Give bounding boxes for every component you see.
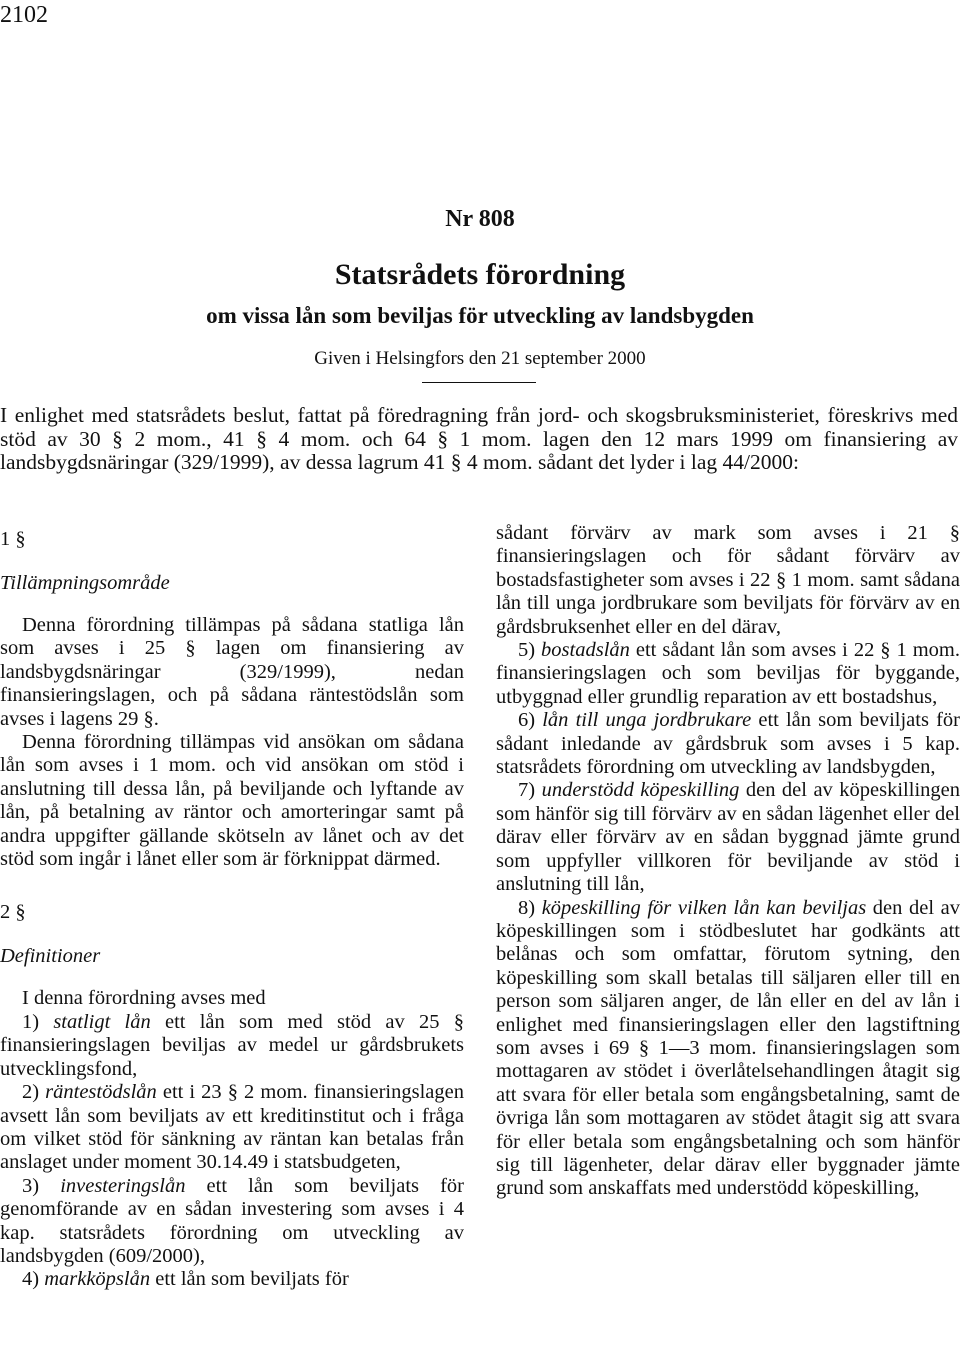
definition-item bbox=[0, 1081, 464, 1175]
section-1-number: 1 § bbox=[0, 528, 26, 550]
item-number: 4) bbox=[22, 1268, 45, 1291]
item-number: 8) bbox=[518, 896, 542, 919]
section-2-number: 2 § bbox=[0, 901, 26, 924]
section-2-heading: Definitioner bbox=[0, 945, 101, 968]
defined-term: investeringslån bbox=[60, 1174, 186, 1197]
definition-item bbox=[496, 709, 960, 779]
defined-term: statligt lån bbox=[53, 1010, 151, 1033]
item-number: 1) bbox=[22, 1010, 54, 1033]
definition-text: den del av köpeskillingen som hänför sig till förvärv av en sådan lägenhet eller del därav eller förvärv av en sådan byggnad jämte grund som uppfyller villkoren för beviljande av stöd i anslutning till lån, bbox=[496, 779, 960, 896]
defined-term: räntestödslån bbox=[45, 1081, 157, 1104]
definition-text: ett lån som med stöd av 25 § finansieringslagen beviljas av medel ur gårdsbrukets utvecklingsfond, bbox=[0, 1010, 464, 1080]
document-number: Nr 808 bbox=[445, 206, 515, 232]
definition-text: ett lån som beviljats för bbox=[150, 1268, 349, 1291]
section-2-intro: I denna förordning avses med bbox=[22, 987, 266, 1010]
defined-term: bostadslån bbox=[541, 639, 630, 662]
header-divider bbox=[422, 382, 536, 383]
definition-text: ett i 23 § 2 mom. finansieringslagen avsett lån som beviljats av ett kreditinstitut och i fråga om vilket stöd för sänkning av räntan kan betalas från anslaget under moment 30.14.49 i statsbudgeten, bbox=[0, 1081, 464, 1174]
section-spacer bbox=[0, 871, 464, 895]
definition-item bbox=[496, 897, 960, 1201]
definition-item bbox=[0, 1011, 464, 1081]
preamble-text: I enlighet med statsrådets beslut, fattat på föredragning från jord- och skogsbruksministeriet, föreskrivs med stöd av 30 § 2 mom., 41 § 4 mom. och 64 § 1 mom. lagen den 12 mars 1999 om finansiering av landsbygdsnäringar (329/1999), av dessa lagrum 41 § 4 mom. sådant det lyder i lag 44/2000: bbox=[0, 403, 958, 474]
left-column bbox=[0, 522, 464, 1292]
document-title: Statsrådets förordning bbox=[334, 258, 626, 291]
definition-text: ett lån som beviljats för genomförande av en sådan investering som avses i 4 kap. statsrådets förordning om utveckling av landsbygden (609/2000), bbox=[0, 1174, 465, 1267]
defined-term: lån till unga jordbrukare bbox=[542, 709, 752, 732]
defined-term: markköpslån bbox=[44, 1268, 151, 1291]
definition-text: ett lån som beviljats för sådant inledande av gårdsbruk som avses i 5 kap. statsrådets förordning om utveckling av landsbygden, bbox=[496, 709, 960, 779]
definition-item bbox=[0, 1175, 464, 1269]
definition-text: den del av köpeskillingen som i stödbeslutet har godkänts att belånas och som omfattar, förutom sytning, den köpeskilling som skall betalas till säljaren eller till en person som säljaren anger, de lån eller en del av lån i enlighet med finansieringslagen eller den lagstiftning som avses i 69 § 1—3 mom. finansieringslagen som mottagaren av stödet i överlåtelsehandlingen åtagit sig att svara för eller betala som engångsbetalning, samt de övriga lån som mottagaren av stödet åtagit sig att svara för eller betala som engångsbetalning och som hänför sig till lägenheter, delar därav eller byggnader jämte grund som anskaffats med understödd köpeskilling, bbox=[496, 896, 960, 1200]
item-number: 7) bbox=[518, 779, 542, 802]
section-1-paragraph-2: Denna förordning tillämpas vid ansökan om sådana lån som avses i 1 mom. och vid ansökan om stöd i anslutning till dessa lån, på beviljande och lyftande av lån, på betalning av räntor och amorteringar samt på andra uppgifter gällande skötseln av lånet och av det stöd som ingår i lånet eller som är förknippat därmed. bbox=[0, 731, 464, 871]
definition-item bbox=[496, 779, 960, 896]
item-number: 3) bbox=[22, 1174, 61, 1197]
right-column bbox=[496, 522, 960, 1201]
definition-item bbox=[0, 1268, 464, 1291]
item-number: 5) bbox=[518, 639, 542, 662]
item-number: 6) bbox=[518, 709, 543, 732]
page-number: 2102 bbox=[0, 2, 48, 28]
section-1-paragraph-1: Denna förordning tillämpas på sådana statliga lån som avses i 25 § lagen om finansiering av landsbygdsnäringar (329/1999), nedan finansieringslagen, och på sådana räntestödslån som avses i lagens 29 §. bbox=[0, 614, 464, 730]
defined-term: understödd köpeskilling bbox=[541, 779, 740, 802]
definition-item bbox=[496, 639, 960, 709]
definition-text: ett sådant lån som avses i 22 § 1 mom. finansieringslagen och som beviljas för byggande, utbyggnad eller grundlig reparation av ett bostadshus, bbox=[496, 639, 960, 708]
item-number: 2) bbox=[22, 1081, 46, 1104]
preamble bbox=[0, 404, 958, 475]
definition-continuation: sådant förvärv av mark som avses i 21 § finansieringslagen och för sådant förvärv av bostadsfastigheter som avses i 22 § 1 mom. samt sådana lån till unga jordbrukare som beviljats för förvärv av en gårdsbruksenhet eller en del därav, bbox=[496, 522, 960, 638]
section-1-heading: Tillämpningsområde bbox=[0, 572, 170, 594]
defined-term: köpeskilling för vilken lån kan beviljas bbox=[541, 896, 867, 919]
document-subtitle: om vissa lån som beviljas för utveckling av landsbygden bbox=[206, 303, 754, 328]
given-line: Given i Helsingfors den 21 september 2000 bbox=[314, 348, 646, 369]
